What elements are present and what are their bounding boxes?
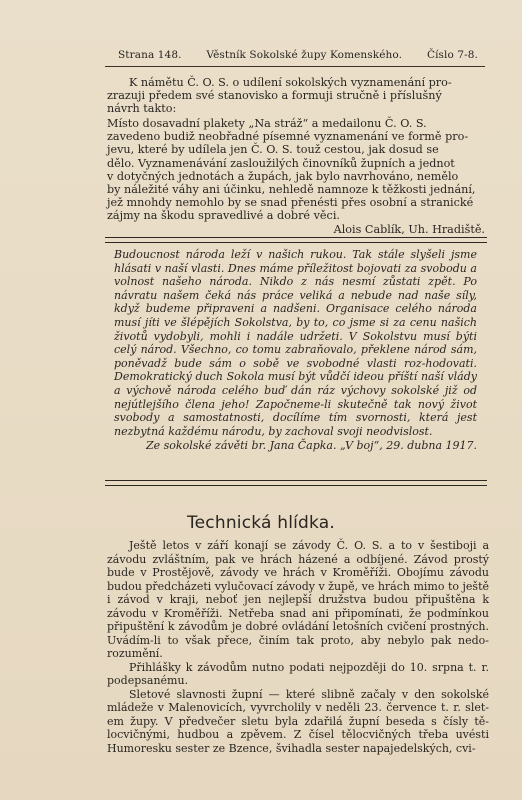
intro-line: zrazuji předem své stanovisko a formuji stručně i příslušný — [107, 89, 442, 103]
section-title: Technická hlídka. — [186, 513, 336, 533]
intro-paragraph — [107, 76, 485, 116]
section-paragraph: Ještě letos v září konají se závody Č. O. S. a to v šestiboji a závodu zvláštním, pak ve hrách házené a odbíjené. Závod prostý bude v Prostějově, závody ve hrách v Kroměříži. Obojímu závodu budou předcházeti vylučovací závody v župě, ve hrách mimo to ještě i závod v kraji, neboť jen nejlepší družstva budou připuštěna k závodu v Kroměříži. Netřeba snad ani připomínati, že podmínkou připuštění k závodům je dobré ovládání letošních cvičení prostných. Uvádím-li to však přece, činím tak proto, aby nebylo pak nedo-rozumění. — [107, 539, 490, 660]
quote-block — [114, 248, 477, 453]
proposal-line: zájmy na škodu spravedlivé a dobré věci. — [107, 209, 340, 223]
proposal-line: v dotyčných jednotách a župách, jak bylo navrhováno, nemělo — [107, 169, 459, 183]
running-header — [118, 49, 478, 61]
quote-text: Budoucnost národa leží v našich rukou. Tak stále slyšeli jsme hlásati v naší vlasti. Dnes máme příležitost bojovati za svobodu a volnost našeho národa. Nikdo z nás nesmí zůstati zpět. Po návratu našem čeká nás práce veliká a nebude nad naše síly, když budeme připraveni a nadšeni. Organisace celého národa musí jíti ve šlépějích Sokolstva, by to, co jsme si za cenu našich životů vydobyli, mohli i nadále udržeti. V Sokolstvu musí býti celý národ. Všechno, co tomu zabraňovalo, překlene národ sám, poněvadž bude sám o sobě ve svobodné vlasti roz-hodovati. Demokratický duch Sokola musí být vůdčí ideou příští naší vlády a výchově národa celého buď dán ráz výchovy sokolské již od nejútlejšího člena jeho! Započneme-li skutečně tak nový život svobody a samostatnosti, docílíme tím svornosti, která jest nezbytná každému národu, by zachoval svoji neodvislost. — [114, 248, 477, 438]
proposal-line: jevu, které by udílela jen Č. O. S. touž cestou, jak dosud se — [107, 143, 439, 157]
quote-top-rule — [105, 237, 487, 243]
proposal-line: zavedeno budiž neobřadné písemné vyznamenání ve formě pro- — [107, 130, 469, 144]
header-rule — [105, 66, 485, 67]
page-number: Strana 148. — [118, 49, 182, 61]
proposal-line: jež mnohdy nemohlo by se snad přenésti přes osobní a stranické — [107, 196, 474, 210]
intro-line: K námětu Č. O. S. o udílení sokolských vyznamenání pro- — [129, 76, 452, 89]
proposal-paragraph — [107, 117, 485, 236]
proposal-line: by náležité váhy ani účinku, nehledě namnoze k těžkosti jednání, — [107, 183, 476, 197]
quote-source: Ze sokolské závěti br. Jana Čapka. „V boj“, 29. dubna 1917. — [146, 439, 477, 453]
intro-line: návrh takto: — [107, 102, 177, 116]
proposal-line: dělo. Vyznamenávání zasloužilých činovníků župních a jednot — [107, 156, 455, 170]
section-paragraph: Přihlášky k závodům nutno podati nejpozději do 10. srpna t. r. podepsanému. — [107, 660, 489, 687]
section-body — [107, 539, 489, 755]
author-signature: Alois Cablík, Uh. Hradiště. — [333, 222, 485, 236]
quote-bottom-rule — [105, 480, 487, 486]
proposal-line: Místo dosavadní plakety „Na stráž“ a medailonu Č. O. S. — [107, 117, 427, 130]
journal-title: Věstník Sokolské župy Komenského. — [206, 49, 403, 61]
issue-number: Číslo 7-8. — [426, 49, 478, 61]
section-paragraph: Sletové slavnosti župní — které slibně začaly v den sokolské mládeže v Malenovicích, vyvrcholily v neděli 23. července t. r. slet-em župy. V předvečer sletu byla zdařilá župní beseda s čísly tě-locvičnými, hudbou a zpěvem. Z čísel tělocvičných třeba uvésti Humoresku sester ze Bzence, švihadla sester napajedelských, cvi- — [107, 687, 489, 755]
